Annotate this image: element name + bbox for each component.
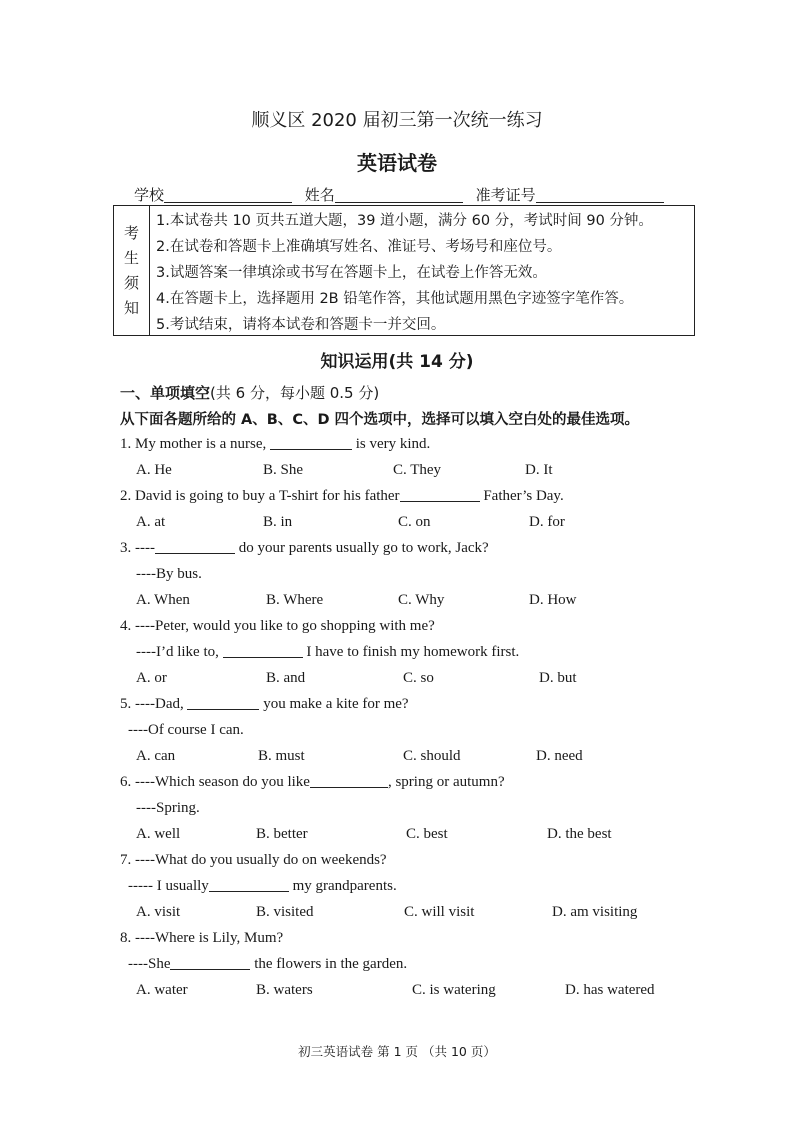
exam-number-label: 准考证号 [475, 186, 536, 204]
option-d: D. for [529, 514, 565, 530]
notice-box [113, 205, 695, 336]
question-text: do your parents usually go to work, Jack? [234, 540, 489, 556]
question-text: ----She [128, 956, 171, 972]
option-c: C. They [393, 462, 442, 478]
question-text: ----- I usually [128, 878, 209, 894]
question-2 [120, 486, 564, 506]
exam-number-blank [536, 187, 664, 203]
option-b: B. waters [256, 982, 313, 998]
question-5 [120, 694, 409, 714]
answer-blank [223, 643, 303, 658]
option-a: A. water [136, 982, 188, 998]
notice-side-label [114, 206, 150, 335]
question-8: 8. ----Where is Lily, Mum? [120, 930, 284, 946]
question-text: Father’s Day. [479, 488, 564, 504]
option-a: A. or [136, 670, 167, 686]
school-label: 学校 [134, 186, 165, 204]
question-3 [120, 538, 489, 558]
option-c: C. will visit [404, 904, 475, 920]
option-b: B. better [256, 826, 308, 842]
part-title-bold: 一、单项填空 [120, 384, 211, 402]
option-c: C. is watering [412, 982, 496, 998]
option-b: B. She [263, 462, 304, 478]
option-b: B. must [258, 748, 305, 764]
notice-item: 2.在试卷和答题卡上准确填写姓名、准证号、考场号和座位号。 [156, 239, 562, 255]
notice-side-char: 考 [123, 223, 139, 242]
option-c: C. should [403, 748, 461, 764]
option-d: D. It [525, 462, 553, 478]
question-text: , spring or autumn? [387, 774, 505, 790]
question-7-reply [128, 876, 397, 896]
notice-item: 1.本试卷共 10 页共五道大题，39 道小题，满分 60 分，考试时间 90 分钟。 [156, 213, 653, 229]
option-b: B. Where [266, 592, 324, 608]
question-7: 7. ----What do you usually do on weekends? [120, 852, 387, 868]
option-c: C. Why [398, 592, 445, 608]
question-6-reply: ----Spring. [136, 800, 200, 816]
question-text: you make a kite for me? [259, 696, 409, 712]
option-d: D. am visiting [552, 904, 638, 920]
question-1 [120, 434, 430, 454]
notice-side-char: 知 [123, 298, 139, 317]
option-a: A. can [136, 748, 176, 764]
question-text: 6. ----Which season do you like [120, 774, 310, 790]
section-title: 知识运用(共 14 分) [320, 352, 474, 372]
option-b: B. in [263, 514, 293, 530]
answer-blank [310, 773, 388, 788]
option-a: A. well [136, 826, 181, 842]
question-text: 3. ---- [120, 540, 155, 556]
question-4-reply [136, 642, 519, 662]
part-title-rest: (共 6 分，每小题 0.5 分) [210, 384, 380, 402]
answer-blank [209, 877, 289, 892]
notice-item: 4.在答题卡上，选择题用 2B 铅笔作答，其他试题用黑色字迹签字笔作答。 [156, 291, 634, 307]
question-4: 4. ----Peter, would you like to go shopping with me? [120, 618, 435, 634]
question-text: is very kind. [351, 436, 431, 452]
option-d: D. the best [547, 826, 612, 842]
option-d: D. need [536, 748, 583, 764]
option-a: A. When [136, 592, 190, 608]
option-d: D. but [539, 670, 577, 686]
instruction: 从下面各题所给的 A、B、C、D 四个选项中，选择可以填入空白处的最佳选项。 [120, 412, 640, 428]
answer-blank [270, 435, 352, 450]
question-5-reply: ----Of course I can. [128, 722, 244, 738]
exam-title: 顺义区 2020 届初三第一次统一练习 [251, 110, 543, 131]
notice-list [156, 208, 653, 338]
option-a: A. visit [136, 904, 181, 920]
question-text: 5. ----Dad, [120, 696, 188, 712]
option-d: D. has watered [565, 982, 655, 998]
question-text: I have to finish my homework first. [302, 644, 520, 660]
option-d: D. How [529, 592, 577, 608]
part-title [120, 382, 379, 403]
exam-subtitle: 英语试卷 [357, 151, 437, 175]
school-blank [164, 187, 292, 203]
option-b: B. and [266, 670, 306, 686]
page-footer: 初三英语试卷 第 1 页 （共 10 页） [298, 1044, 496, 1059]
option-c: C. on [398, 514, 431, 530]
question-6 [120, 772, 505, 792]
notice-item: 5.考试结束，请将本试卷和答题卡一并交回。 [156, 317, 446, 333]
question-text: 1. My mother is a nurse, [120, 436, 270, 452]
answer-blank [170, 955, 250, 970]
question-text: my grandparents. [288, 878, 397, 894]
question-text: 2. David is going to buy a T-shirt for his father [120, 488, 400, 504]
option-a: A. at [136, 514, 166, 530]
notice-side-char: 须 [123, 273, 139, 292]
option-c: C. so [403, 670, 434, 686]
answer-blank [400, 487, 480, 502]
name-label: 姓名 [304, 186, 335, 204]
answer-blank [155, 539, 235, 554]
option-a: A. He [136, 462, 172, 478]
student-info-row [134, 184, 664, 205]
question-text: ----I’d like to, [136, 644, 223, 660]
option-b: B. visited [256, 904, 314, 920]
question-3-reply: ----By bus. [136, 566, 202, 582]
answer-blank [187, 695, 259, 710]
question-text: the flowers in the garden. [250, 956, 408, 972]
notice-item: 3.试题答案一律填涂或书写在答题卡上，在试卷上作答无效。 [156, 265, 547, 281]
name-blank [335, 187, 463, 203]
option-c: C. best [406, 826, 448, 842]
notice-side-char: 生 [123, 248, 139, 267]
question-8-reply [128, 954, 407, 974]
